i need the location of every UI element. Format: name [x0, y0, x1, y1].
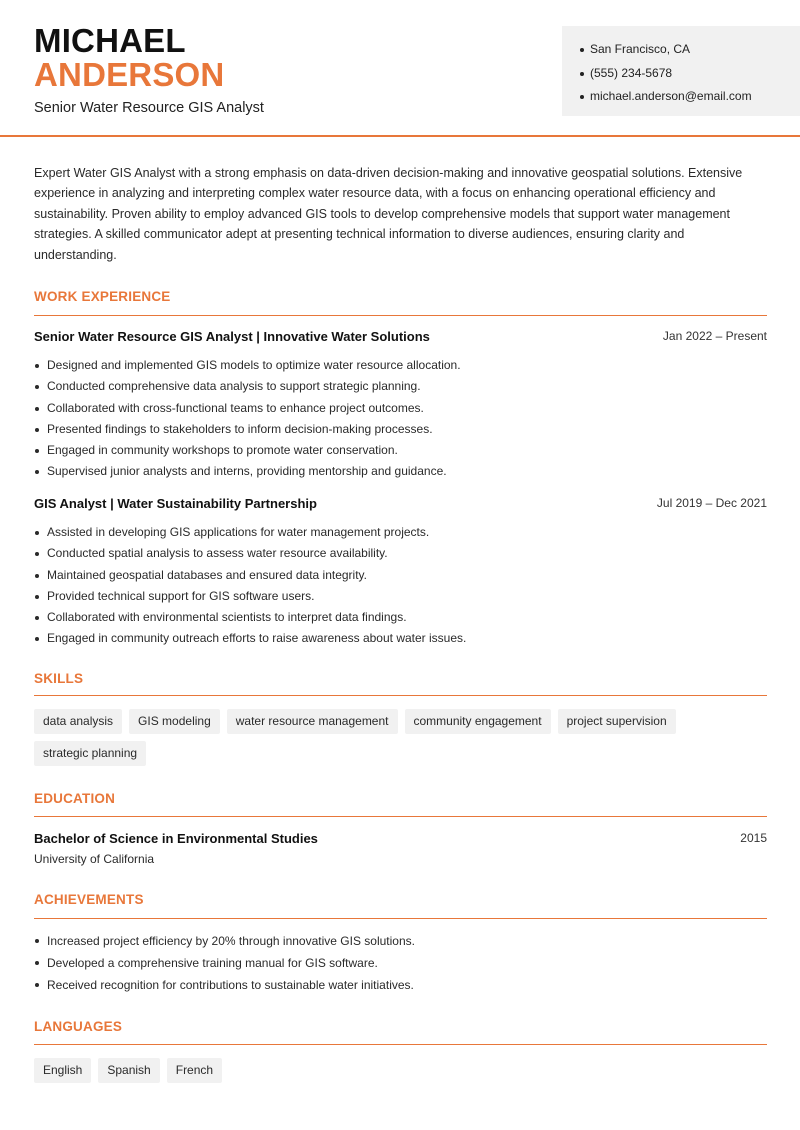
skill-chip: project supervision — [558, 709, 676, 734]
contact-phone: (555) 234-5678 — [580, 62, 752, 86]
section-title-work: WORK EXPERIENCE — [34, 289, 171, 304]
section-title-education: EDUCATION — [34, 791, 116, 806]
contact-box — [562, 26, 800, 116]
section-divider — [34, 1044, 767, 1045]
profile-summary: Expert Water GIS Analyst with a strong emphasis on data-driven decision-making and innovative geospatial solutions. Extensive experience in analyzing and interpreting complex water resource data, with a focus on enhancing operational efficiency and sustainability. Proven ability to employ advanced GIS tools to develop comprehensive models that support water management strategies. A skilled communicator adept at presenting technical information to diverse audiences, ensuring clarity and understanding. — [34, 166, 743, 262]
contact-email: michael.anderson@email.com — [580, 85, 752, 109]
section-title-languages: LANGUAGES — [34, 1019, 123, 1034]
resume-header — [0, 0, 800, 137]
last-name: ANDERSON — [34, 56, 225, 93]
languages-list — [34, 1058, 767, 1083]
section-divider — [34, 918, 767, 919]
contact-list — [580, 38, 752, 109]
section-title-skills: SKILLS — [34, 671, 84, 686]
skill-chip: GIS modeling — [129, 709, 220, 734]
section-divider — [34, 315, 767, 316]
contact-location: San Francisco, CA — [580, 38, 752, 62]
work-entry — [34, 496, 767, 650]
section-divider — [34, 695, 767, 696]
bullet-item: Provided technical support for GIS software users. — [34, 586, 767, 607]
role-title: GIS Analyst | Water Sustainability Partnership — [34, 496, 317, 511]
bullet-item: Supervised junior analysts and interns, providing mentorship and guidance. — [34, 461, 767, 482]
job-title: Senior Water Resource GIS Analyst — [34, 100, 264, 116]
bullet-item: Presented findings to stakeholders to inform decision-making processes. — [34, 419, 767, 440]
work-entry — [34, 329, 767, 483]
role-bullets — [34, 355, 767, 483]
bullet-item: Collaborated with environmental scientists to interpret data findings. — [34, 607, 767, 628]
section-title-achievements: ACHIEVEMENTS — [34, 892, 144, 907]
skill-chip: data analysis — [34, 709, 122, 734]
achievements-list — [34, 930, 767, 996]
skill-chip: water resource management — [227, 709, 398, 734]
bullet-item: Collaborated with cross-functional teams to enhance project outcomes. — [34, 398, 767, 419]
bullet-item: Engaged in community workshops to promote water conservation. — [34, 440, 767, 461]
school: University of California — [34, 852, 155, 866]
role-bullets — [34, 522, 767, 650]
role-dates: Jan 2022 – Present — [662, 329, 767, 343]
language-chip: English — [34, 1058, 91, 1083]
first-name: MICHAEL — [34, 22, 186, 59]
bullet-item: Engaged in community outreach efforts to raise awareness about water issues. — [34, 628, 767, 649]
bullet-item: Received recognition for contributions to sustainable water initiatives. — [34, 974, 767, 996]
bullet-item: Conducted spatial analysis to assess water resource availability. — [34, 543, 767, 564]
language-chip: French — [167, 1058, 222, 1083]
skills-list — [34, 709, 767, 766]
bullet-item: Increased project efficiency by 20% through innovative GIS solutions. — [34, 930, 767, 952]
bullet-item: Designed and implemented GIS models to optimize water resource allocation. — [34, 355, 767, 376]
bullet-item: Maintained geospatial databases and ensured data integrity. — [34, 565, 767, 586]
bullet-item: Conducted comprehensive data analysis to support strategic planning. — [34, 376, 767, 397]
role-dates: Jul 2019 – Dec 2021 — [656, 496, 767, 510]
skill-chip: strategic planning — [34, 741, 146, 766]
language-chip: Spanish — [98, 1058, 159, 1083]
degree: Bachelor of Science in Environmental Studies — [34, 831, 318, 846]
education-entry — [34, 831, 767, 866]
bullet-item: Developed a comprehensive training manual for GIS software. — [34, 952, 767, 974]
section-divider — [34, 816, 767, 817]
graduation-year: 2015 — [740, 831, 767, 845]
skill-chip: community engagement — [405, 709, 551, 734]
role-title: Senior Water Resource GIS Analyst | Innovative Water Solutions — [34, 329, 430, 344]
bullet-item: Assisted in developing GIS applications for water management projects. — [34, 522, 767, 543]
